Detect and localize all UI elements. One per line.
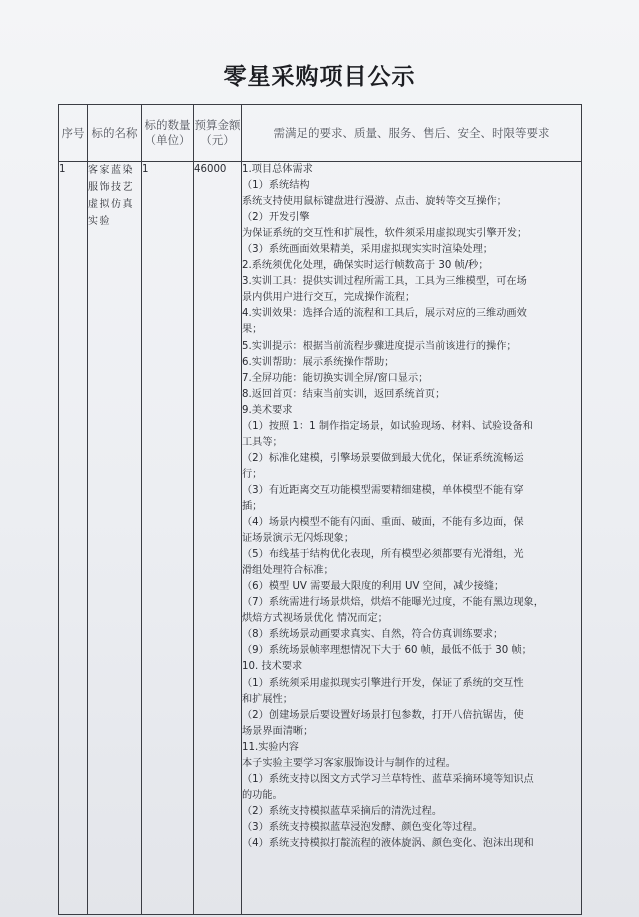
requirement-line: 8.返回首页：结束当前实训，返回系统首页； xyxy=(242,388,446,400)
requirement-line: 4.实训效果：选择合适的流程和工具后，展示对应的三维动画效 xyxy=(242,308,527,320)
requirement-line: （2）系统支持模拟蓝草采摘后的清洗过程。 xyxy=(242,805,443,817)
requirement-line: （4）系统支持模拟打靛流程的液体旋涡、颜色变化、泡沫出现和 xyxy=(242,837,534,849)
table-header-row xyxy=(59,105,582,162)
requirement-line: （7）系统需进行场景烘焙，烘焙不能曝光过度，不能有黑边现象， xyxy=(242,597,544,609)
requirement-line: （1）系统支持以图文方式学习兰草特性、蓝草采摘环境等知识点 xyxy=(242,773,534,785)
requirement-line: 烘焙方式视场景优化 情况而定； xyxy=(242,613,388,625)
requirement-line: 5.实训提示：根据当前流程步骤进度提示当前该进行的操作； xyxy=(242,340,517,352)
header-qty: 标的数量（单位） xyxy=(142,105,194,162)
requirement-line: 本子实验主要学习客家服饰设计与制作的过程。 xyxy=(242,757,456,769)
requirement-line: 10. 技术要求 xyxy=(242,661,303,673)
requirement-line: （3）系统支持模拟蓝草浸泡发酵、颜色变化等过程。 xyxy=(242,821,483,833)
requirement-line: 滑组处理符合标准； xyxy=(242,565,334,577)
header-budget: 预算金额（元） xyxy=(194,105,242,162)
requirement-line: 2.系统须优化处理，确保实时运行帧数高于 30 帧/秒； xyxy=(242,260,489,272)
requirement-line: 3.实训工具：提供实训过程所需工具，工具为三维模型，可在场 xyxy=(242,276,527,288)
requirement-line: （5）布线基于结构优化表现，所有模型必须都要有光滑组，光 xyxy=(242,549,524,561)
requirement-line: 果； xyxy=(242,324,263,336)
row-item-name: 客家蓝染服饰技艺虚拟仿真实验 xyxy=(88,162,142,915)
page-title: 零星采购项目公示 xyxy=(223,64,416,90)
requirement-line: （9）系统场景帧率理想情况下大于 60 帧，最低不低于 30 帧； xyxy=(242,645,532,657)
header-requirements: 需满足的要求、质量、服务、售后、安全、时限等要求 xyxy=(242,105,582,162)
requirement-line: 行； xyxy=(242,468,263,480)
requirement-line: 工具等； xyxy=(242,436,283,448)
requirement-line: 11.实验内容 xyxy=(242,741,299,753)
requirement-line: 系统支持使用鼠标键盘进行漫游、点击、旋转等交互操作； xyxy=(242,196,507,208)
requirement-line: （1）按照 1：1 制作指定场景，如试验现场、材料、试验设备和 xyxy=(242,420,533,432)
table-row xyxy=(59,162,582,915)
requirement-line: 6.实训帮助：展示系统操作帮助； xyxy=(242,356,395,368)
requirement-line: 景内供用户进行交互，完成操作流程； xyxy=(242,292,416,304)
header-no: 序号 xyxy=(59,105,88,162)
requirements-list xyxy=(242,162,581,852)
requirement-line: 1.项目总体需求 xyxy=(242,164,313,175)
header-name: 标的名称 xyxy=(88,105,142,162)
procurement-table xyxy=(58,104,582,915)
requirement-line: （2）标准化建模，引擎场景要做到最大优化，保证系统流畅运 xyxy=(242,452,524,464)
requirement-line: （2）创建场景后要设置好场景打包参数，打开八倍抗锯齿，使 xyxy=(242,709,524,721)
requirement-line: （4）场景内模型不能有闪面、重面、破面，不能有多边面，保 xyxy=(242,517,524,529)
requirement-line: 为保证系统的交互性和扩展性，软件须采用虚拟现实引擎开发； xyxy=(242,228,528,240)
requirement-line: （1）系统须采用虚拟现实引擎进行开发，保证了系统的交互性 xyxy=(242,677,524,689)
requirement-line: （8）系统场景动画要求真实、自然，符合仿真训练要求； xyxy=(242,629,504,641)
row-requirements xyxy=(242,162,582,915)
requirement-line: 证场景演示无闪烁现象； xyxy=(242,533,355,545)
row-no: 1 xyxy=(59,162,88,915)
requirement-line: 和扩展性； xyxy=(242,693,293,705)
requirement-line: 插； xyxy=(242,500,263,512)
requirement-line: （3）有近距离交互功能模型需要精细建模，单体模型不能有穿 xyxy=(242,484,524,496)
row-budget: 46000 xyxy=(194,162,242,915)
requirement-line: （1）系统结构 xyxy=(242,180,310,192)
requirement-line: 7.全屏功能：能切换实训全屏/窗口显示； xyxy=(242,372,429,384)
requirement-line: （6）模型 UV 需要最大限度的利用 UV 空间，减少接缝； xyxy=(242,581,505,593)
requirement-line: （3）系统画面效果精美，采用虚拟现实实时渲染处理； xyxy=(242,244,493,256)
row-quantity: 1 xyxy=(142,162,194,915)
requirement-line: 9.美术要求 xyxy=(242,404,293,416)
requirement-line: （2）开发引擎 xyxy=(242,212,310,224)
requirement-line: 场景界面清晰； xyxy=(242,725,314,737)
requirement-line: 的功能。 xyxy=(242,789,283,801)
